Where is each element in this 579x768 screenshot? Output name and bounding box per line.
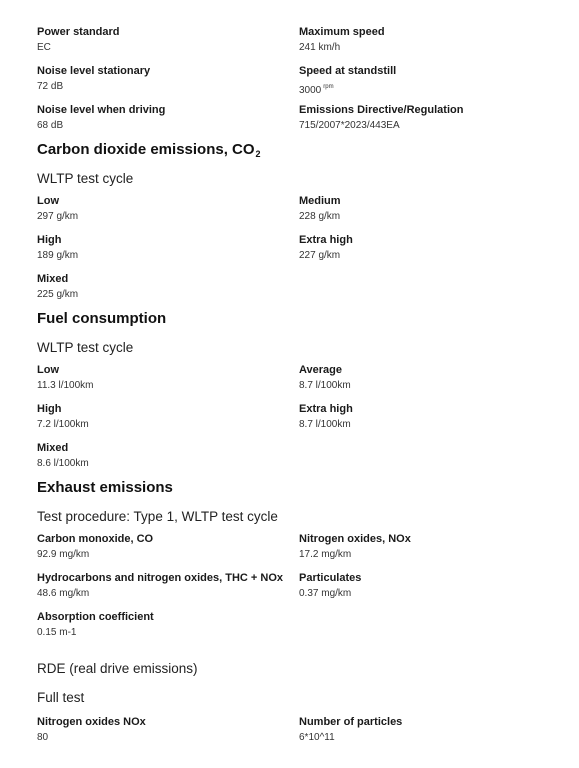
exhaust-specs	[37, 532, 557, 649]
rde-specs	[37, 715, 557, 754]
spec-value: 80	[37, 732, 49, 743]
fuel-item-high	[37, 402, 299, 441]
spec-value: 7.2 l/100km	[37, 419, 89, 430]
spec-value: 189 g/km	[37, 250, 79, 261]
spec-item-noise-stationary	[37, 64, 299, 103]
spec-label: Medium	[299, 195, 341, 207]
spec-value: 0.15 m-1	[37, 627, 77, 638]
spec-label: Mixed	[37, 442, 69, 454]
spec-value: 241 km/h	[299, 42, 341, 53]
co2-heading-subscript: 2	[255, 149, 261, 159]
exhaust-procedure-heading: Test procedure: Type 1, WLTP test cycle	[37, 509, 278, 524]
exhaust-item-nox	[299, 532, 557, 571]
co2-heading-text: Carbon dioxide emissions, CO	[37, 141, 255, 158]
co2-heading	[37, 140, 261, 164]
spec-label: Number of particles	[299, 716, 403, 728]
co2-item-mixed	[37, 272, 299, 311]
fuel-item-average	[299, 363, 557, 402]
spec-value: 715/2007*2023/443EA	[299, 120, 400, 131]
spec-label: Emissions Directive/Regulation	[299, 104, 464, 116]
spec-label: Absorption coefficient	[37, 611, 154, 623]
exhaust-item-thc-nox	[37, 571, 299, 610]
spec-value: 92.9 mg/km	[37, 549, 90, 560]
fuel-cycle-heading: WLTP test cycle	[37, 340, 134, 355]
spec-label: Mixed	[37, 273, 69, 285]
spec-value: 72 dB	[37, 81, 64, 92]
exhaust-heading: Exhaust emissions	[37, 479, 173, 496]
co2-cycle-heading: WLTP test cycle	[37, 171, 134, 186]
spec-value: 297 g/km	[37, 211, 79, 222]
general-specs	[37, 25, 557, 142]
spec-label: Nitrogen oxides, NOx	[299, 533, 411, 545]
spec-value: 11.3 l/100km	[37, 380, 94, 391]
spec-value: 225 g/km	[37, 289, 79, 300]
exhaust-item-co	[37, 532, 299, 571]
fuel-item-extra-high	[299, 402, 557, 441]
spec-value: 17.2 mg/km	[299, 549, 352, 560]
exhaust-item-particulates	[299, 571, 557, 610]
co2-item-low	[37, 194, 299, 233]
spec-item-power-standard	[37, 25, 299, 64]
spec-value: 68 dB	[37, 120, 64, 131]
spec-value: 8.7 l/100km	[299, 419, 351, 430]
spec-label: Average	[299, 364, 343, 376]
spec-label: Low	[37, 364, 59, 376]
rde-item-particles	[299, 715, 557, 754]
spec-value: 228 g/km	[299, 211, 341, 222]
spec-label: Carbon monoxide, CO	[37, 533, 154, 545]
spec-item-noise-driving	[37, 103, 299, 142]
spec-label: Low	[37, 195, 59, 207]
spec-value: EC	[37, 42, 51, 53]
spec-label: Hydrocarbons and nitrogen oxides, THC + NOx	[37, 572, 284, 584]
fuel-item-mixed	[37, 441, 299, 480]
rde-item-nox	[37, 715, 299, 754]
spec-value: 8.7 l/100km	[299, 380, 351, 391]
spec-label: Maximum speed	[299, 26, 385, 38]
spec-value: 3000	[299, 85, 322, 96]
spec-item-maximum-speed	[299, 25, 557, 64]
spec-value: 8.6 l/100km	[37, 458, 89, 469]
spec-value: 6*10^11	[299, 732, 335, 743]
spec-value: 227 g/km	[299, 250, 341, 261]
spec-label: Noise level when driving	[37, 104, 166, 116]
co2-item-medium	[299, 194, 557, 233]
co2-item-extra-high	[299, 233, 557, 272]
spec-label: High	[37, 403, 62, 415]
spec-label: Extra high	[299, 403, 353, 415]
spec-value: 48.6 mg/km	[37, 588, 90, 599]
spec-label: High	[37, 234, 62, 246]
spec-label: Speed at standstill	[299, 65, 397, 77]
fuel-heading: Fuel consumption	[37, 310, 167, 327]
spec-unit: rpm	[323, 84, 334, 90]
spec-value: 0.37 mg/km	[299, 588, 352, 599]
spec-item-emissions-directive	[299, 103, 557, 142]
spec-label: Nitrogen oxides NOx	[37, 716, 146, 728]
exhaust-item-absorption	[37, 610, 299, 649]
co2-item-high	[37, 233, 299, 272]
co2-specs	[37, 194, 557, 311]
rde-full-test-heading: Full test	[37, 690, 85, 705]
fuel-specs	[37, 363, 557, 480]
spec-label: Power standard	[37, 26, 120, 38]
fuel-item-low	[37, 363, 299, 402]
spec-label: Particulates	[299, 572, 362, 584]
spec-label: Extra high	[299, 234, 353, 246]
spec-value-wrap	[299, 80, 557, 98]
spec-item-speed-at-standstill	[299, 64, 557, 103]
rde-heading: RDE (real drive emissions)	[37, 661, 198, 676]
spec-label: Noise level stationary	[37, 65, 151, 77]
